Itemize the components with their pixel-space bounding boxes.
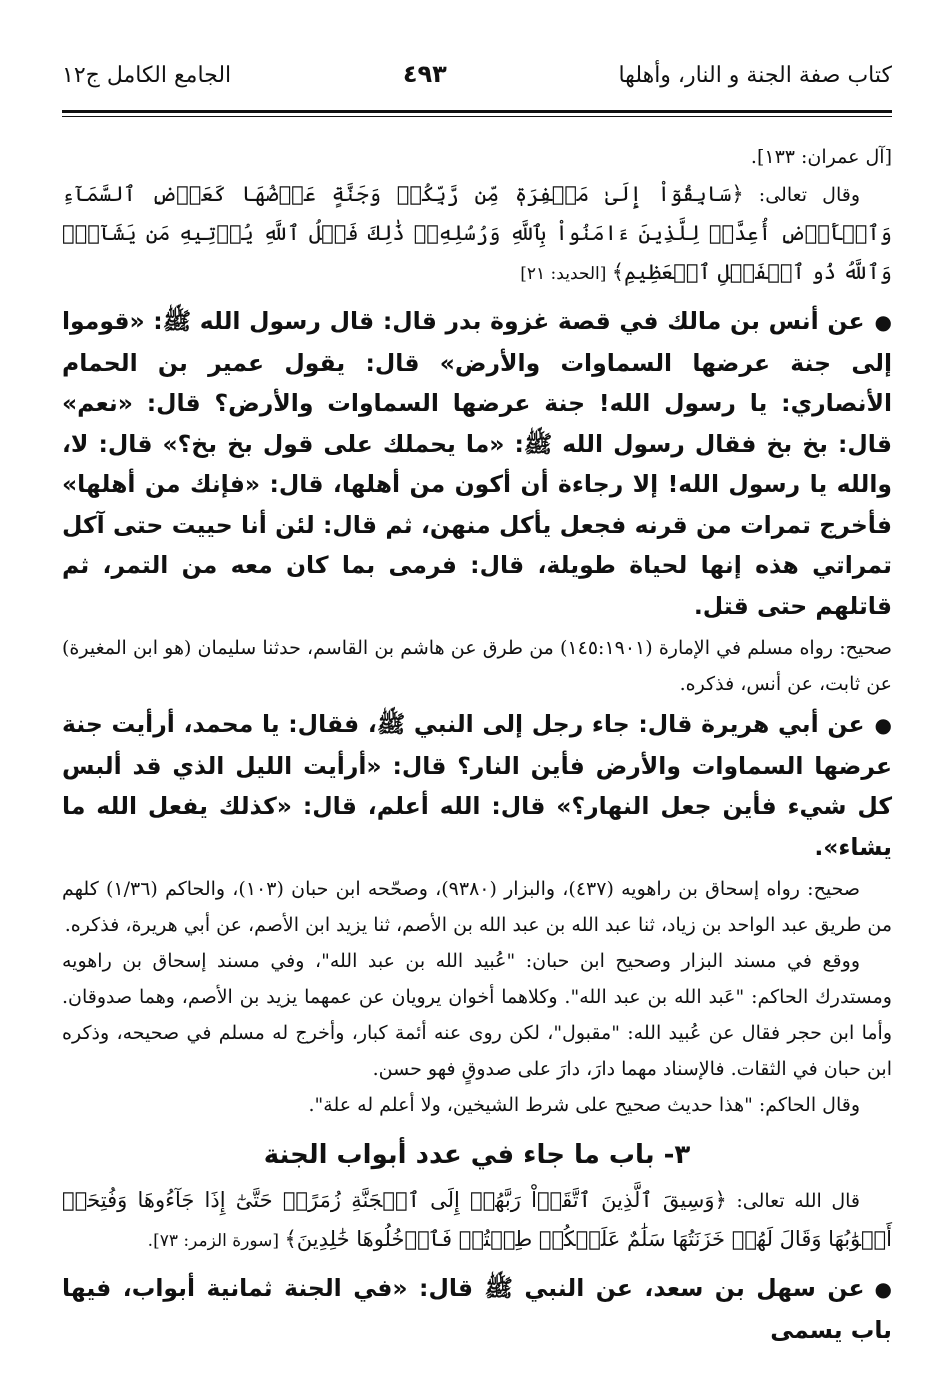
page-content	[62, 139, 892, 1350]
hadith-paragraph	[62, 301, 892, 626]
hadith-text: عن أبي هريرة قال: جاء رجل إلى النبي ﷺ، فقال: يا محمد، أرأيت جنة عرضها السماوات والأرض فأين النار؟ قال: «أرأيت الليل الذي قد ألبس كل شيء فأين جعل النهار؟» قال: الله أعلم، قال: «كذلك يفعل الله ما يشاء».	[62, 710, 892, 861]
takhrij-note: صحيح: رواه إسحاق بن راهويه (٤٣٧)، والبزار (٩٣٨٠)، وصحّحه ابن حبان (١٠٣)، والحاكم (١/٣٦) كلهم من طريق عبد الواحد بن زياد، ثنا عبد الله بن عبد الله بن الأصم، ثنا يزيد ابن الأصم، عن أبي هريرة، فذكره.	[62, 878, 892, 936]
quran-verse-text: ﴿سَابِقُوٓاْ إِلَىٰ مَغۡفِرَةٖ مِّن رَّبِّكُمۡ وَجَنَّةٍ عَرۡضُهَا كَعَرۡضِ ٱلسَّمَآءِ وَٱلۡأَرۡضِ أُعِدَّتۡ لِلَّذِينَ ءَامَنُواْ بِٱللَّهِ وَرُسُلِهِۦۚ ذَٰلِكَ فَضۡلُ ٱللَّهِ يُؤۡتِيهِ مَن يَشَآءُۚ وَٱللَّهُ ذُو ٱلۡفَضۡلِ ٱلۡعَظِيمِ﴾	[62, 182, 892, 284]
book-page	[62, 60, 892, 1379]
hadith-text: عن أنس بن مالك في قصة غزوة بدر قال: قال رسول الله ﷺ: «قوموا إلى جنة عرضها السماوات والأرض» قال: يقول عمير بن الحمام الأنصاري: يا رسول الله! جنة عرضها السماوات والأرض؟ قال: «نعم» قال: بخ بخ فقال رسول الله ﷺ: «ما يحملك على قول بخ بخ؟» قال: لا، والله يا رسول الله! إلا رجاءة أن أكون من أهلها، قال: «فإنك من أهلها» فأخرج تمرات من قرنه فجعل يأكل منهن، ثم قال: لئن أنا حييت حتى آكل تمراتي هذه إنها لحياة طويلة، قال: فرمى بما كان معه من التمر، ثم قاتلهم حتى قتل.	[62, 307, 892, 620]
commentary-note: ووقع في مسند البزار وصحيح ابن حبان: "عُبيد الله بن عبد الله"، وفي مسند إسحاق بن راهويه ومستدرك الحاكم: "عَبد الله بن عبد الله". وكلاهما أخوان يرويان عن عمهما يزيد بن الأصم، وهما صدوقان. وأما ابن حجر فقال عن عُبيد الله: "مقبول"، لكن روى عنه أئمة كبار، وأخرج له مسلم في صحيحه، وذكره ابن حبان في الثقات. فالإسناد مهما دارَ، دارَ على صدوقٍ فهو حسن.	[62, 950, 892, 1080]
verse-citation: [الحديد: ٢١]	[520, 264, 612, 284]
header-rule-thin	[62, 116, 892, 117]
verse-reference: [آل عمران: ١٣٣].	[750, 146, 892, 168]
commentary-note: وقال الحاكم: "هذا حديث صحيح على شرط الشيخين، ولا أعلم له علة".	[308, 1094, 860, 1116]
chapter-heading: ٣- باب ما جاء في عدد أبواب الجنة	[263, 1140, 691, 1170]
page-number: ٤٩٣	[402, 60, 447, 88]
book-title: الجامع الكامل ج١٢	[62, 63, 232, 88]
bullet-icon: ●	[874, 713, 892, 737]
quran-verse-block	[62, 175, 892, 293]
takhrij-note: صحيح: رواه مسلم في الإمارة (١٤٥:١٩٠١) من طرق عن هاشم بن القاسم، حدثنا سليمان (هو ابن المغيرة) عن ثابت، عن أنس، فذكره.	[62, 637, 892, 695]
running-header	[62, 60, 892, 104]
hadith-text: عن سهل بن سعد، عن النبي ﷺ قال: «في الجنة ثمانية أبواب، فيها باب يسمى	[62, 1274, 892, 1344]
header-rule-thick	[62, 110, 892, 113]
book-section-title: كتاب صفة الجنة و النار، وأهلها	[618, 63, 892, 88]
hadith-paragraph	[62, 704, 892, 867]
quran-verse-text: ﴿وَسِيقَ ٱلَّذِينَ ٱتَّقَوۡاْ رَبَّهُمۡ إِلَى ٱلۡجَنَّةِ زُمَرًاۖ حَتَّىٰٓ إِذَا جَآءُوهَا وَفُتِحَتۡ أَبۡوَٰبُهَا وَقَالَ لَهُمۡ خَزَنَتُهَا سَلَٰمٌ عَلَيۡكُمۡ طِبۡتُمۡ فَٱدۡخُلُوهَا خَٰلِدِينَ﴾	[62, 1188, 892, 1251]
verse-citation: [سورة الزمر: ٧٣].	[147, 1231, 285, 1251]
bullet-icon: ●	[874, 1277, 892, 1301]
verse-intro: وقال تعالى:	[743, 184, 860, 206]
verse-intro: قال الله تعالى:	[726, 1190, 861, 1212]
hadith-paragraph	[62, 1268, 892, 1350]
bullet-icon: ●	[874, 310, 892, 334]
quran-verse-block	[62, 1181, 892, 1260]
